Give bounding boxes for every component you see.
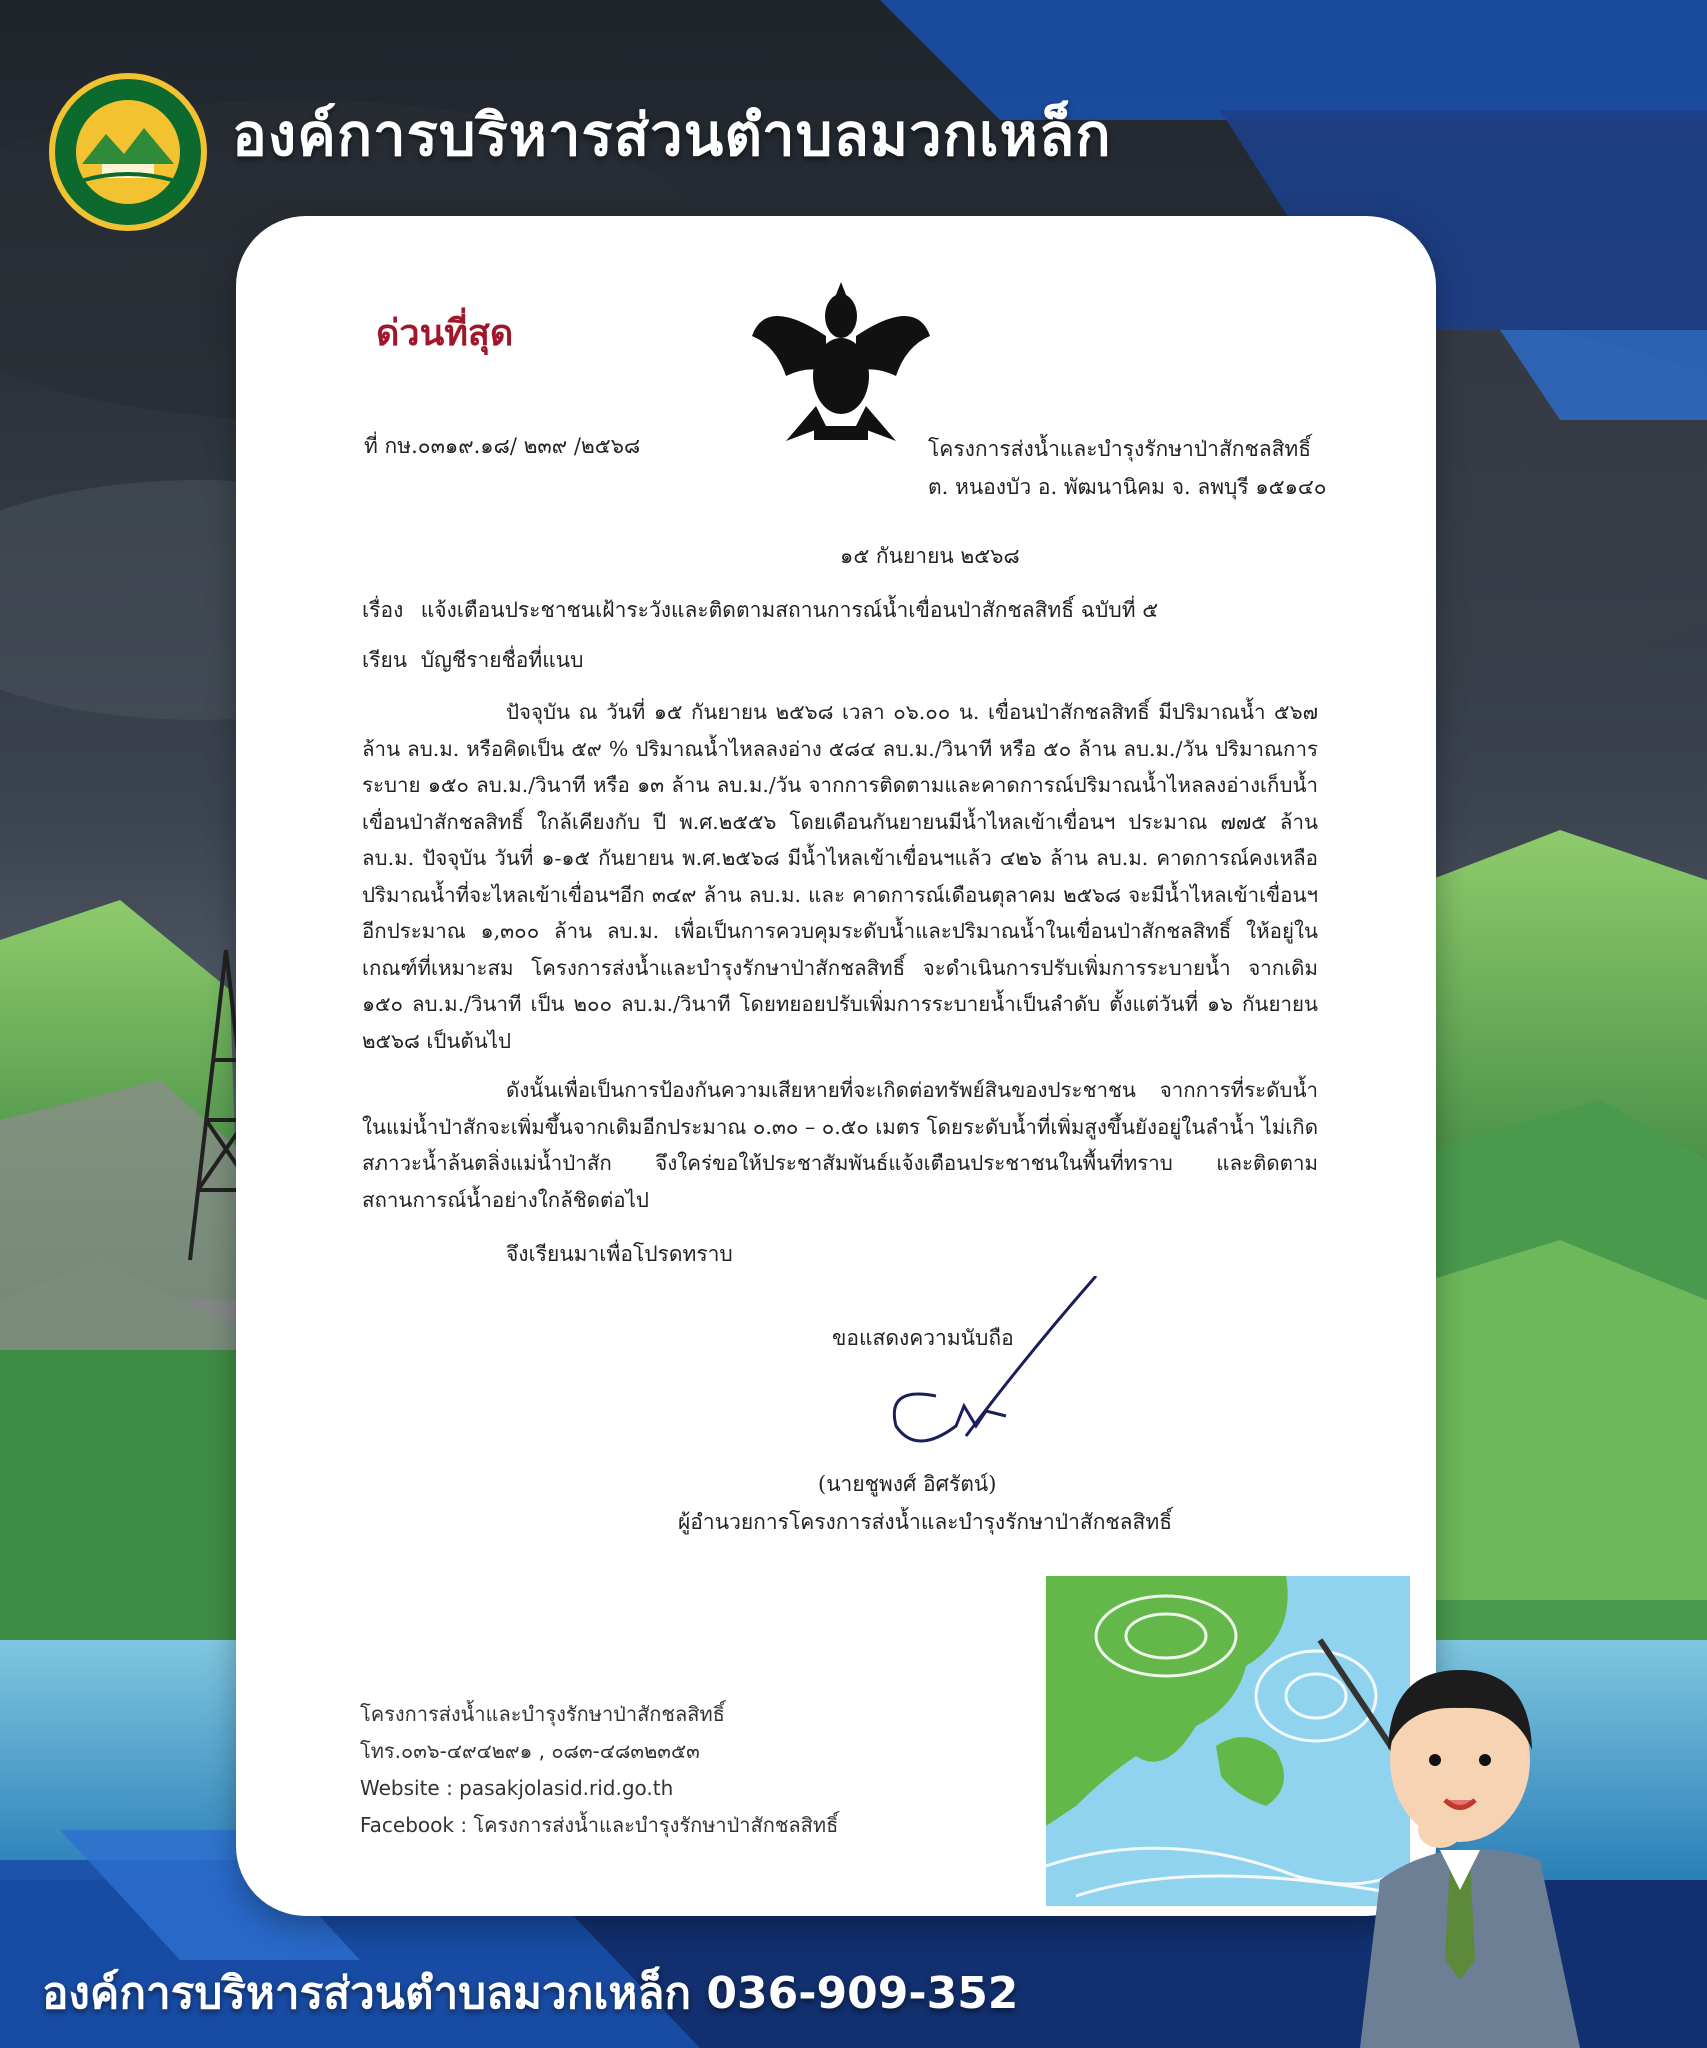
body-paragraph-2: ดังนั้นเพื่อเป็นการป้องกันความเสียหายที่จะเกิดต่อทรัพย์สินของประชาชน จากการที่ระดับน้ำในแม่น้ำป่าสักจะเพิ่มขึ้นจากเดิมอีกประมาณ ๐.๓๐ – ๐.๕๐ เมตร โดยระดับน้ำที่เพิ่มสูงขึ้นยังอยู่ในลำน้ำ ไม่เกิดสภาวะน้ำล้นตลิ่งแม่น้ำป่าสัก จึงใคร่ขอให้ประชาสัมพันธ์แจ้งเตือนประชาชนในพื้นที่ทราบ และติดตามสถานการณ์น้ำอย่างใกล้ชิดต่อไป	[362, 1078, 1319, 1212]
reference-number: ที่ กษ.๐๓๑๙.๑๘/ ๒๓๙ /๒๕๖๘	[364, 434, 641, 458]
sender-org: โครงการส่งน้ำและบำรุงรักษาป่าสักชลสิทธิ์	[928, 437, 1312, 461]
subject-row	[362, 594, 1158, 627]
sender-address	[928, 430, 1327, 506]
garuda-emblem-icon	[746, 276, 936, 456]
footer-title: องค์การบริหารส่วนตำบลมวกเหล็ก 036-909-352	[42, 1968, 1019, 2019]
subject-label: เรื่อง	[362, 598, 404, 622]
presenter-illustration	[1300, 1600, 1600, 2048]
letter-date: ๑๕ กันยายน ๒๕๖๘	[840, 544, 1020, 568]
recipient-text: บัญชีรายชื่อที่แนบ	[420, 648, 584, 672]
body-paragraph-1: ปัจจุบัน ณ วันที่ ๑๕ กันยายน ๒๕๖๘ เวลา ๐๖.๐๐ น. เขื่อนป่าสักชลสิทธิ์ มีปริมาณน้ำ ๕๖๗ ล้าน ลบ.ม. หรือคิดเป็น ๕๙ % ปริมาณน้ำไหลลงอ่าง ๕๘๔ ลบ.ม./วินาที หรือ ๕๐ ล้าน ลบ.ม./วัน ปริมาณการระบาย ๑๕๐ ลบ.ม./วินาที หรือ ๑๓ ล้าน ลบ.ม./วัน จากการติดตามและคาดการณ์ปริมาณน้ำไหลลงอ่างเก็บน้ำเขื่อนป่าสักชลสิทธิ์ ใกล้เคียงกับ ปี พ.ศ.๒๕๕๖ โดยเดือนกันยายนมีน้ำไหลเข้าเขื่อนฯ ประมาณ ๗๗๕ ล้าน ลบ.ม. ปัจจุบัน วันที่ ๑-๑๕ กันยายน พ.ศ.๒๕๖๘ มีน้ำไหลเข้าเขื่อนฯแล้ว ๔๒๖ ล้าน ลบ.ม. คาดการณ์คงเหลือปริมาณน้ำที่จะไหลเข้าเขื่อนฯอีก ๓๔๙ ล้าน ลบ.ม. และ คาดการณ์เดือนตุลาคม ๒๕๖๘ จะมีน้ำไหลเข้าเขื่อนฯ อีกประมาณ ๑,๓๐๐ ล้าน ลบ.ม. เพื่อเป็นการควบคุมระดับน้ำและปริมาณน้ำในเขื่อนป่าสักชลสิทธิ์ ให้อยู่ในเกณฑ์ที่เหมาะสม โครงการส่งน้ำและบำรุงรักษาป่าสักชลสิทธิ์ จะดำเนินการปรับเพิ่มการระบายน้ำ จากเดิม ๑๕๐ ลบ.ม./วินาที เป็น ๒๐๐ ลบ.ม./วินาที โดยทยอยปรับเพิ่มการระบายน้ำเป็นลำดับ ตั้งแต่วันที่ ๑๖ กันยายน ๒๕๖๘ เป็นต้นไป	[362, 700, 1318, 1053]
sender-location: ต. หนองบัว อ. พัฒนานิคม จ. ลพบุรี ๑๕๑๔๐	[928, 475, 1327, 499]
contact-phone: โทร.๐๓๖-๔๙๔๒๙๑ , ๐๘๓-๔๘๓๒๓๕๓	[360, 1739, 700, 1763]
contact-org: โครงการส่งน้ำและบำรุงรักษาป่าสักชลสิทธิ์	[360, 1702, 725, 1726]
regards-line: ขอแสดงความนับถือ	[832, 1326, 1014, 1350]
contact-website: Website : pasakjolasid.rid.go.th	[360, 1776, 674, 1800]
subject-text: แจ้งเตือนประชาชนเฝ้าระวังและติดตามสถานการณ์น้ำเขื่อนป่าสักชลสิทธิ์ ฉบับที่ ๕	[420, 598, 1159, 622]
handwritten-signature	[846, 1276, 1146, 1476]
organization-logo	[48, 72, 208, 232]
signer-name: (นายชูพงศ์ อิศรัตน์)	[818, 1472, 997, 1496]
signer-position: ผู้อำนวยการโครงการส่งน้ำและบำรุงรักษาป่าสักชลสิทธิ์	[678, 1510, 1173, 1534]
recipient-row	[362, 644, 583, 677]
urgent-label: ด่วนที่สุด	[376, 313, 514, 354]
header-title: องค์การบริหารส่วนตำบลมวกเหล็ก	[232, 101, 1112, 169]
contact-block	[360, 1696, 838, 1844]
recipient-label: เรียน	[362, 648, 408, 672]
closing-line: จึงเรียนมาเพื่อโปรดทราบ	[506, 1242, 733, 1266]
contact-facebook: Facebook : โครงการส่งน้ำและบำรุงรักษาป่าสักชลสิทธิ์	[360, 1813, 839, 1837]
